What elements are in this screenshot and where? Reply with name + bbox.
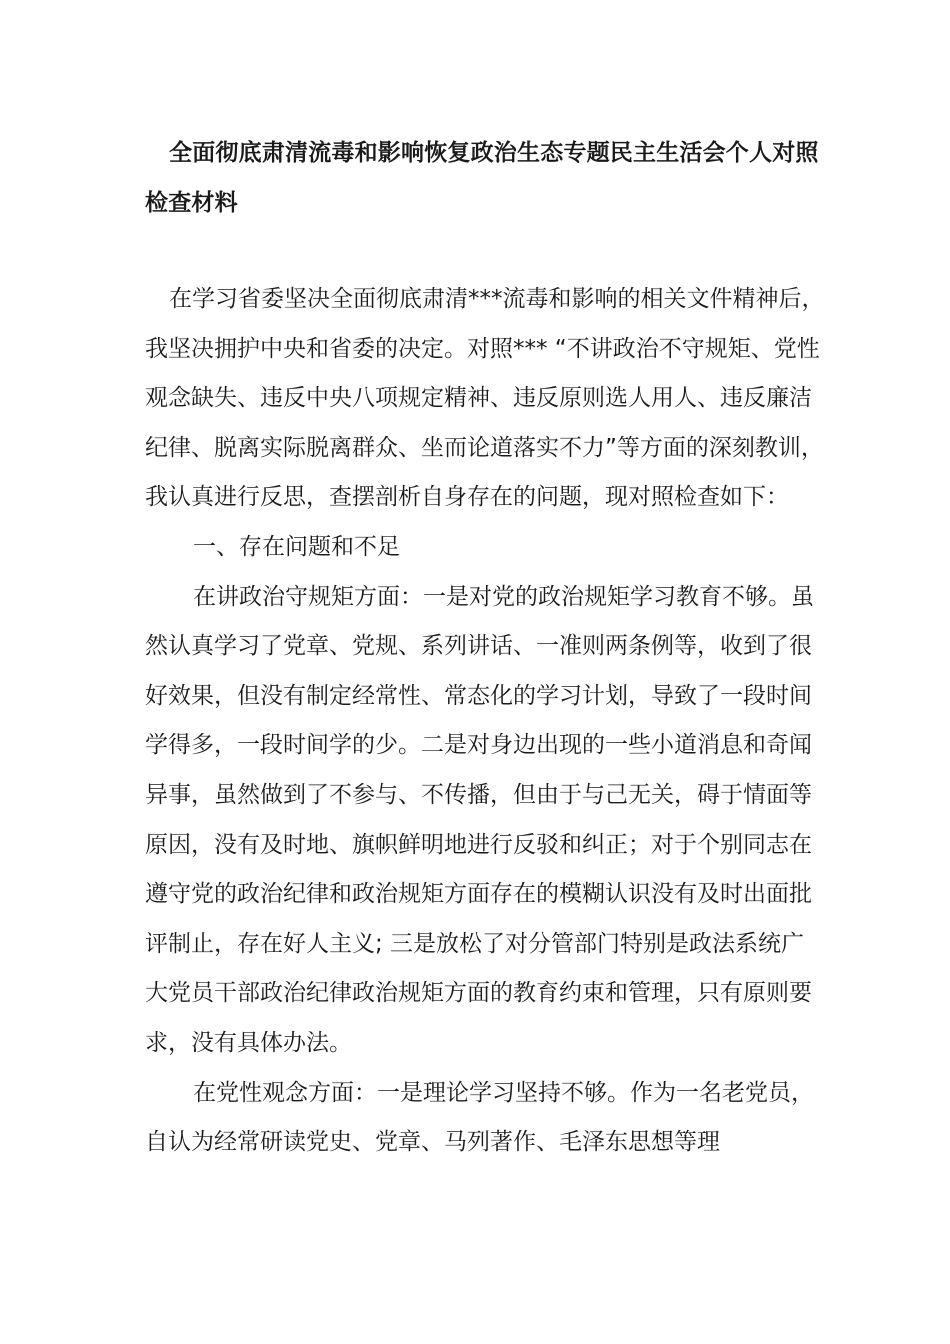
document-body (145, 275, 825, 1168)
body-paragraph: 在党性观念方面：一是理论学习坚持不够。作为一名老党员，自认为经常研读党史、党章、马列著作、毛泽东思想等理 (145, 1079, 814, 1156)
body-paragraph: 在讲政治守规矩方面：一是对党的政治规矩学习教育不够。虽然认真学习了党章、党规、系列讲话、一准则两条例等，收到了很好效果，但没有制定经常性、常态化的学习计划，导致了一段时间学得多，一段时间学的少。二是对身边出现的一些小道消息和奇闻异事，虽然做到了不参与、不传播，但由于与己无关，碍于情面等原因，没有及时地、旗帜鲜明地进行反驳和纠正；对于个别同志在遵守党的政治纪律和政治规矩方面存在的模糊认识没有及时出面批评制止，存在好人主义; 三是放松了对分管部门特别是政法系统广大党员干部政治纪律政治规矩方面的教育约束和管理，只有原则要求，没有具体办法。 (145, 583, 814, 1056)
document-title: 全面彻底肃清流毒和影响恢复政治生态专题民主生活会个人对照检查材料 (145, 140, 819, 216)
intro-paragraph: 在学习省委坚决全面彻底肃清***流毒和影响的相关文件精神后，我坚决拥护中央和省委的决定。对照*** “不讲政治不守规矩、党性观念缺失、违反中央八项规定精神、违反原则选人用人、违反廉洁纪律、脱离实际脱离群众、坐而论道落实不力”等方面的深刻教训，我认真进行反思，查摆剖析自身存在的问题，现对照检查如下： (145, 286, 825, 511)
section-heading: 一、存在问题和不足 (193, 533, 400, 560)
